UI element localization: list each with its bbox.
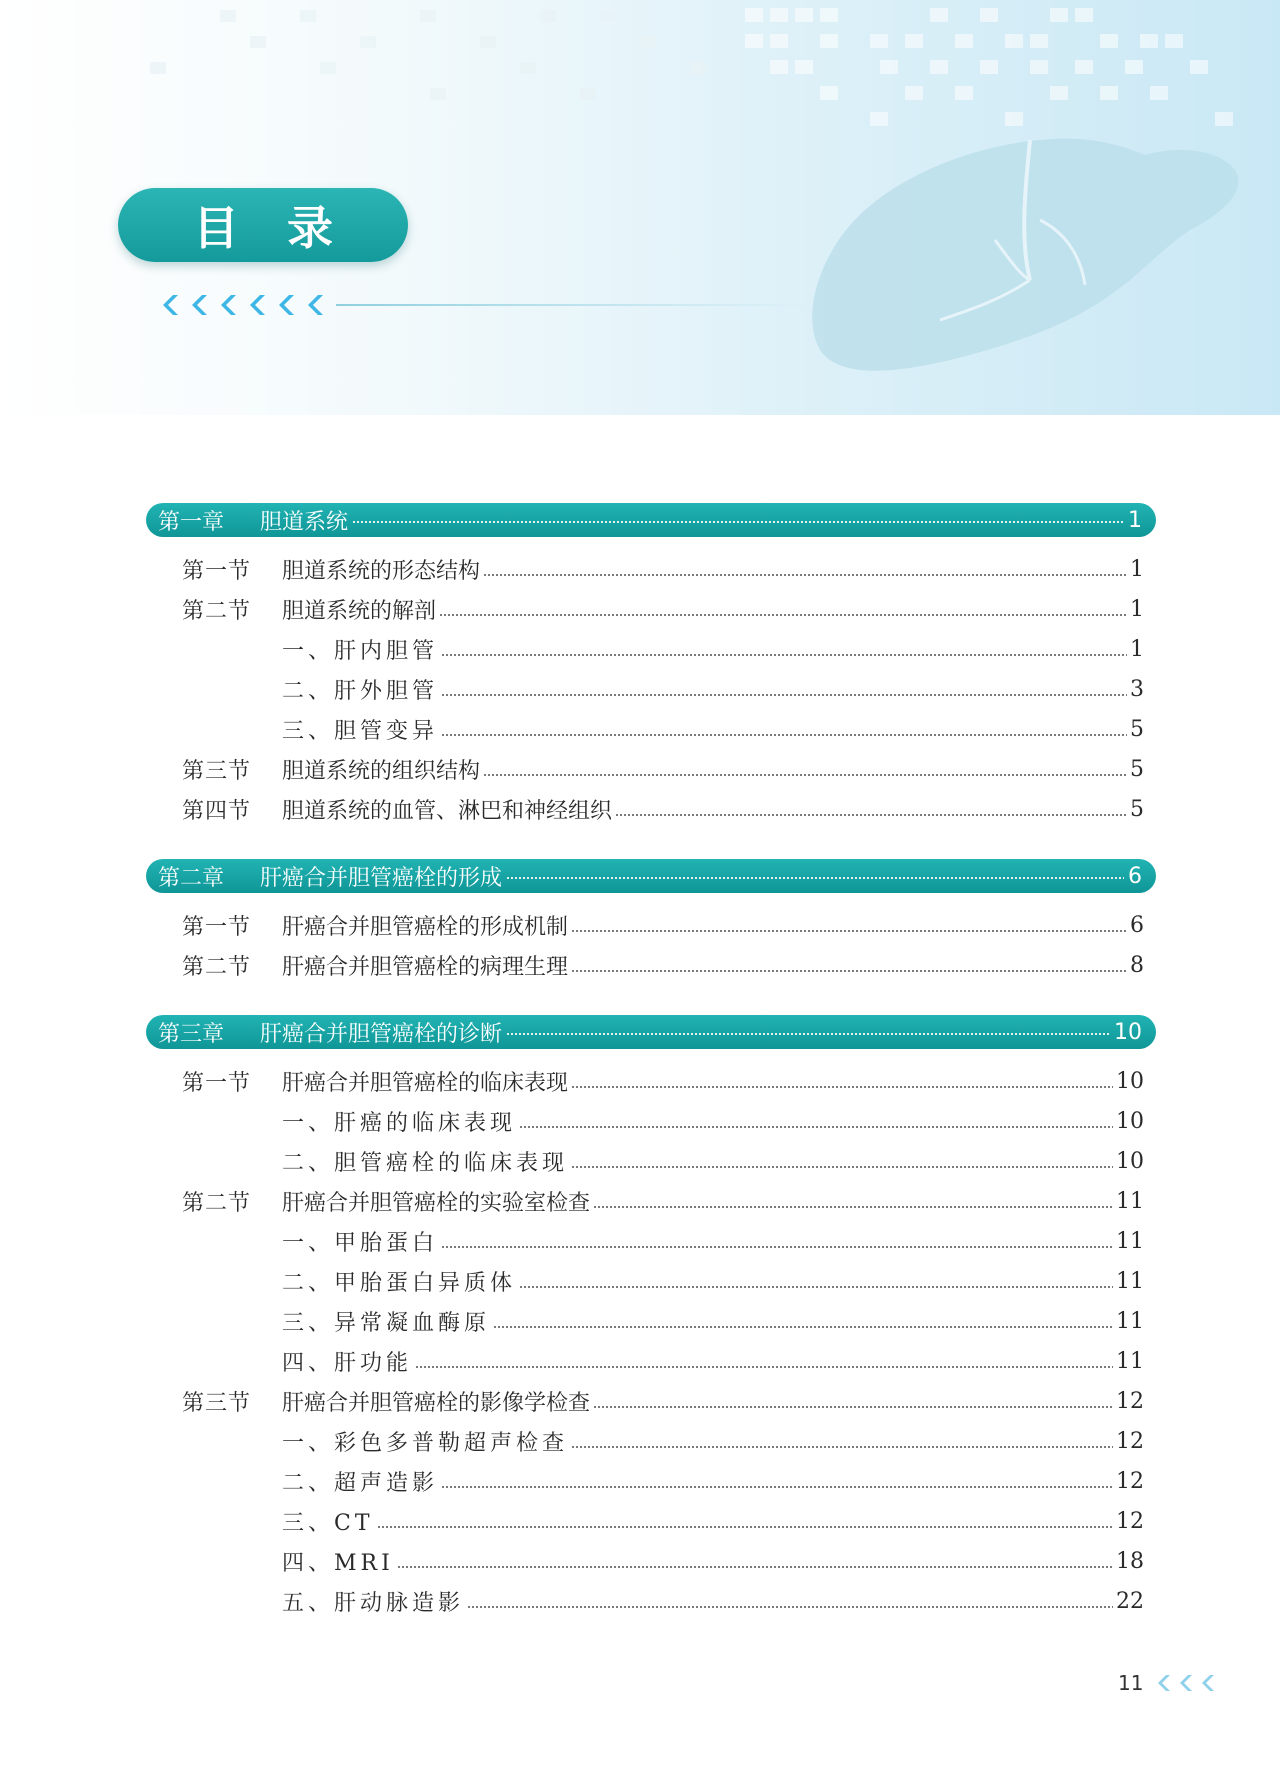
dot-leader — [483, 774, 1127, 776]
toc-entry[interactable] — [146, 709, 1156, 749]
entry-title: 二、超声造影 — [282, 1470, 439, 1496]
entry-page: 10 — [1116, 1108, 1144, 1134]
toc-entry[interactable] — [146, 669, 1156, 709]
entry-page: 12 — [1116, 1468, 1144, 1494]
dot-leader — [593, 1406, 1113, 1408]
entry-title: 一、肝内胆管 — [282, 638, 439, 664]
chevron-left-icon — [1175, 1673, 1195, 1693]
entry-page: 11 — [1116, 1268, 1144, 1294]
entry-page: 12 — [1116, 1428, 1144, 1454]
entry-title: 胆道系统的解剖 — [282, 598, 437, 624]
chapter-3-heading[interactable] — [146, 1015, 1156, 1049]
toc-entry[interactable] — [146, 1221, 1156, 1261]
dot-leader — [571, 970, 1127, 972]
spacer — [146, 985, 1156, 1015]
dot-leader — [519, 1126, 1113, 1128]
chevron-left-icon — [242, 292, 270, 318]
dot-leader — [352, 521, 1124, 523]
entry-page: 11 — [1116, 1348, 1144, 1374]
dot-leader — [519, 1286, 1113, 1288]
entry-title: 胆道系统的血管、淋巴和神经组织 — [282, 798, 613, 824]
dot-leader — [571, 930, 1127, 932]
page-title: 目录 — [193, 201, 381, 255]
entry-title: 肝癌合并胆管癌栓的病理生理 — [282, 954, 569, 980]
entry-title: 肝癌合并胆管癌栓的实验室检查 — [282, 1190, 591, 1216]
dot-leader — [615, 814, 1127, 816]
toc-entry[interactable] — [146, 1421, 1156, 1461]
toc-entry[interactable] — [146, 945, 1156, 985]
chapter-title: 肝癌合并胆管癌栓的诊断 — [260, 1021, 503, 1047]
dot-leader — [415, 1366, 1113, 1368]
toc-entry[interactable] — [146, 1381, 1156, 1421]
entry-title: 二、肝外胆管 — [282, 678, 439, 704]
dot-leader — [467, 1606, 1113, 1608]
entry-page: 8 — [1130, 952, 1144, 978]
dot-leader — [571, 1446, 1113, 1448]
entry-page: 1 — [1130, 636, 1144, 662]
entry-title: 一、彩色多普勒超声检查 — [282, 1430, 569, 1456]
entry-page: 11 — [1116, 1228, 1144, 1254]
dot-leader — [571, 1086, 1113, 1088]
dot-leader — [441, 654, 1127, 656]
entry-title: 四、MRI — [282, 1550, 394, 1576]
entry-title: 一、肝癌的临床表现 — [282, 1110, 517, 1136]
chapter-2-heading[interactable] — [146, 859, 1156, 893]
section-number: 第二节 — [182, 954, 252, 980]
entry-title: 肝癌合并胆管癌栓的形成机制 — [282, 914, 569, 940]
chevron-row — [155, 292, 329, 318]
dot-leader — [441, 694, 1127, 696]
toc-entry[interactable] — [146, 1461, 1156, 1501]
entry-title: 胆道系统的形态结构 — [282, 558, 481, 584]
entry-title: 三、胆管变异 — [282, 718, 439, 744]
entry-page: 18 — [1116, 1548, 1144, 1574]
entry-page: 1 — [1130, 556, 1144, 582]
toc-entry[interactable] — [146, 549, 1156, 589]
entry-page: 11 — [1116, 1308, 1144, 1334]
dot-leader — [439, 614, 1127, 616]
entry-page: 3 — [1130, 676, 1144, 702]
toc-entry[interactable] — [146, 589, 1156, 629]
section-number: 第二节 — [182, 1190, 252, 1216]
entry-title: 二、甲胎蛋白异质体 — [282, 1270, 517, 1296]
section-number: 第四节 — [182, 798, 252, 824]
toc-entry[interactable] — [146, 789, 1156, 829]
entry-page: 10 — [1116, 1148, 1144, 1174]
dot-leader — [493, 1326, 1113, 1328]
toc-entry[interactable] — [146, 1061, 1156, 1101]
entry-page: 5 — [1130, 716, 1144, 742]
dot-leader — [441, 734, 1127, 736]
toc-entry[interactable] — [146, 1301, 1156, 1341]
entry-page: 5 — [1130, 796, 1144, 822]
toc-entry[interactable] — [146, 629, 1156, 669]
entry-title: 胆道系统的组织结构 — [282, 758, 481, 784]
dot-leader — [377, 1526, 1113, 1528]
chevron-left-icon — [155, 292, 183, 318]
section-number: 第一节 — [182, 558, 252, 584]
toc-entry[interactable] — [146, 1261, 1156, 1301]
entry-title: 三、CT — [282, 1510, 374, 1536]
chevron-left-icon — [300, 292, 328, 318]
entry-title: 五、肝动脉造影 — [282, 1590, 465, 1616]
liver-illustration — [780, 100, 1240, 400]
chevron-left-icon — [1153, 1673, 1173, 1693]
section-number: 第一节 — [182, 914, 252, 940]
section-number: 第二节 — [182, 598, 252, 624]
toc-entry[interactable] — [146, 1541, 1156, 1581]
section-number: 第一节 — [182, 1070, 252, 1096]
chapter-page: 6 — [1128, 863, 1142, 889]
entry-title: 一、甲胎蛋白 — [282, 1230, 439, 1256]
entry-page: 5 — [1130, 756, 1144, 782]
entry-page: 12 — [1116, 1388, 1144, 1414]
entry-title: 肝癌合并胆管癌栓的临床表现 — [282, 1070, 569, 1096]
section-number: 第三节 — [182, 1390, 252, 1416]
dot-leader — [397, 1566, 1113, 1568]
page-folio — [1118, 1671, 1217, 1695]
toc-entry[interactable] — [146, 749, 1156, 789]
section-number: 第三节 — [182, 758, 252, 784]
toc-entry[interactable] — [146, 1141, 1156, 1181]
chapter-page: 10 — [1114, 1019, 1142, 1045]
chevron-left-icon — [213, 292, 241, 318]
dot-leader — [506, 1033, 1110, 1035]
toc-title-badge — [118, 188, 408, 262]
entry-page: 22 — [1116, 1588, 1144, 1614]
title-rule — [336, 304, 806, 306]
toc-entry[interactable] — [146, 1101, 1156, 1141]
chapter-number: 第二章 — [158, 865, 225, 891]
entry-page: 11 — [1116, 1188, 1144, 1214]
entry-page: 6 — [1130, 912, 1144, 938]
dot-leader — [441, 1246, 1113, 1248]
toc-entry[interactable] — [146, 1341, 1156, 1381]
entry-title: 三、异常凝血酶原 — [282, 1310, 491, 1336]
chapter-title: 肝癌合并胆管癌栓的形成 — [260, 865, 503, 891]
chapter-1-heading[interactable] — [146, 503, 1156, 537]
table-of-contents — [146, 503, 1156, 1621]
chapter-number: 第一章 — [158, 509, 225, 535]
toc-entry[interactable] — [146, 1581, 1156, 1621]
toc-entry[interactable] — [146, 1181, 1156, 1221]
entry-title: 四、肝功能 — [282, 1350, 413, 1376]
entry-page: 12 — [1116, 1508, 1144, 1534]
entry-page: 1 — [1130, 596, 1144, 622]
dot-leader — [483, 574, 1127, 576]
toc-entry[interactable] — [146, 1501, 1156, 1541]
dot-leader — [571, 1166, 1113, 1168]
dot-leader — [441, 1486, 1113, 1488]
chevron-left-icon — [1197, 1673, 1217, 1693]
toc-entry[interactable] — [146, 905, 1156, 945]
dot-leader — [506, 877, 1124, 879]
chapter-number: 第三章 — [158, 1021, 225, 1047]
entry-title: 肝癌合并胆管癌栓的影像学检查 — [282, 1390, 591, 1416]
dot-leader — [593, 1206, 1113, 1208]
chapter-page: 1 — [1128, 507, 1142, 533]
page-number: 11 — [1118, 1671, 1144, 1695]
entry-title: 二、胆管癌栓的临床表现 — [282, 1150, 569, 1176]
spacer — [146, 829, 1156, 859]
chevron-left-icon — [271, 292, 299, 318]
entry-page: 10 — [1116, 1068, 1144, 1094]
chapter-title: 胆道系统 — [260, 509, 349, 535]
chevron-left-icon — [184, 292, 212, 318]
